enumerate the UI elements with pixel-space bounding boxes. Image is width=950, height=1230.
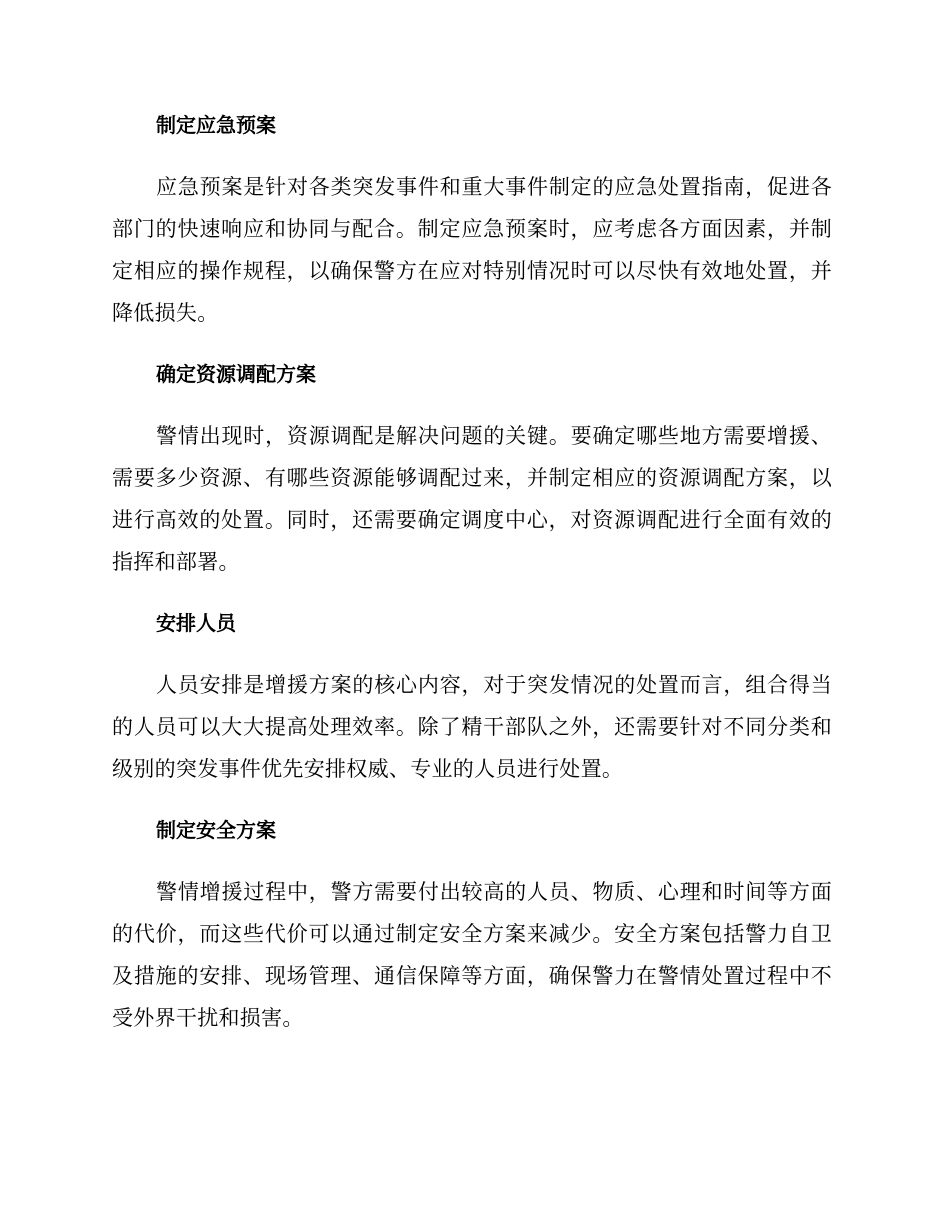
section-heading: 安排人员 — [156, 611, 236, 635]
section-emergency-plan — [112, 104, 832, 334]
section-paragraph: 警情增援过程中，警方需要付出较高的人员、物质、心理和时间等方面的代价，而这些代价可以通过制定安全方案来减少。安全方案包括警力自卫及措施的安排、现场管理、通信保障等方面，确保警力在警情处置过程中不受外界干扰和损害。 — [112, 880, 832, 1030]
section-paragraph: 警情出现时，资源调配是解决问题的关键。要确定哪些地方需要增援、需要多少资源、有哪些资源能够调配过来，并制定相应的资源调配方案，以进行高效的处置。同时，还需要确定调度中心，对资源调配进行全面有效的指挥和部署。 — [112, 424, 832, 574]
section-resource-allocation — [112, 353, 832, 583]
section-heading: 确定资源调配方案 — [156, 362, 316, 386]
section-heading: 制定应急预案 — [156, 113, 276, 137]
section-paragraph: 应急预案是针对各类突发事件和重大事件制定的应急处置指南，促进各部门的快速响应和协同与配合。制定应急预案时，应考虑各方面因素，并制定相应的操作规程，以确保警方在应对特别情况时可以尽快有效地处置，并降低损失。 — [112, 175, 832, 325]
section-safety-plan — [112, 809, 832, 1039]
section-paragraph: 人员安排是增援方案的核心内容，对于突发情况的处置而言，组合得当的人员可以大大提高处理效率。除了精干部队之外，还需要针对不同分类和级别的突发事件优先安排权威、专业的人员进行处置。 — [112, 673, 832, 781]
section-heading: 制定安全方案 — [156, 818, 276, 842]
section-personnel — [112, 602, 832, 790]
document-body — [112, 104, 832, 1039]
